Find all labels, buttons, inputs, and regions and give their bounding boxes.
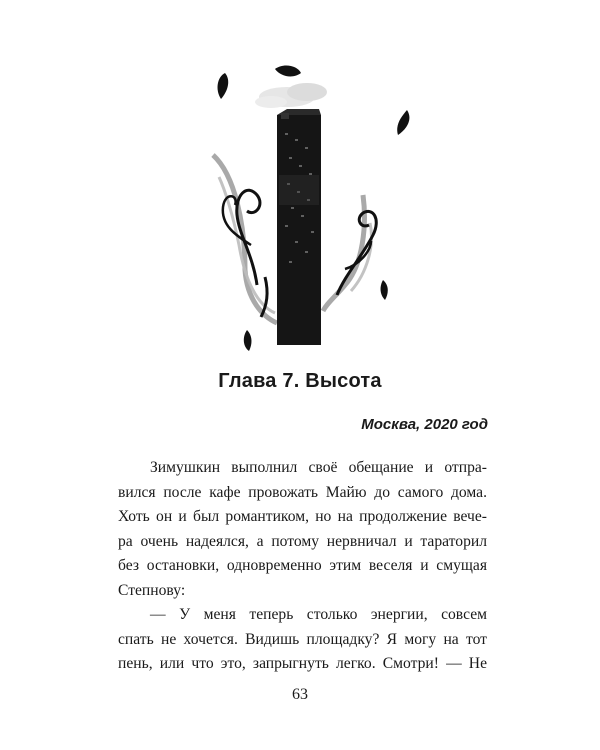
text-line: спать не хочется. Видишь площадку? Я могу на тот — [118, 630, 487, 648]
leaf-icon — [381, 280, 388, 300]
place-date: Москва, 2020 год — [361, 416, 488, 433]
leaf-icon — [275, 66, 301, 77]
text-line: Хоть он и был романтиком, но на продолжение вече- — [118, 508, 487, 525]
leaf-icon — [397, 110, 409, 135]
text-line: без остановки, одновременно этим веселя и смущая — [118, 557, 487, 574]
text-line: ра очень надеялся, а потому нервничал и тараторил — [118, 532, 487, 550]
page-number: 63 — [292, 686, 308, 703]
chapter-body-text — [118, 456, 487, 677]
text-line: пень, или что это, запрыгнуть легко. Смотри! — Не — [118, 655, 487, 672]
text-line: Зимушкин выполнил своё обещание и отпра- — [150, 459, 487, 476]
text-line: Степнову: — [118, 581, 186, 599]
chapter-title: Глава 7. Высота — [218, 370, 382, 392]
text-line: — У меня теперь столько энергии, совсем — [150, 606, 487, 623]
leaf-icon — [244, 330, 252, 351]
text-line: вился после кафе провожать Майю до самого дома. — [118, 483, 487, 501]
chapter-illustration-tower-icon — [195, 55, 425, 365]
leaf-icon — [218, 73, 229, 99]
